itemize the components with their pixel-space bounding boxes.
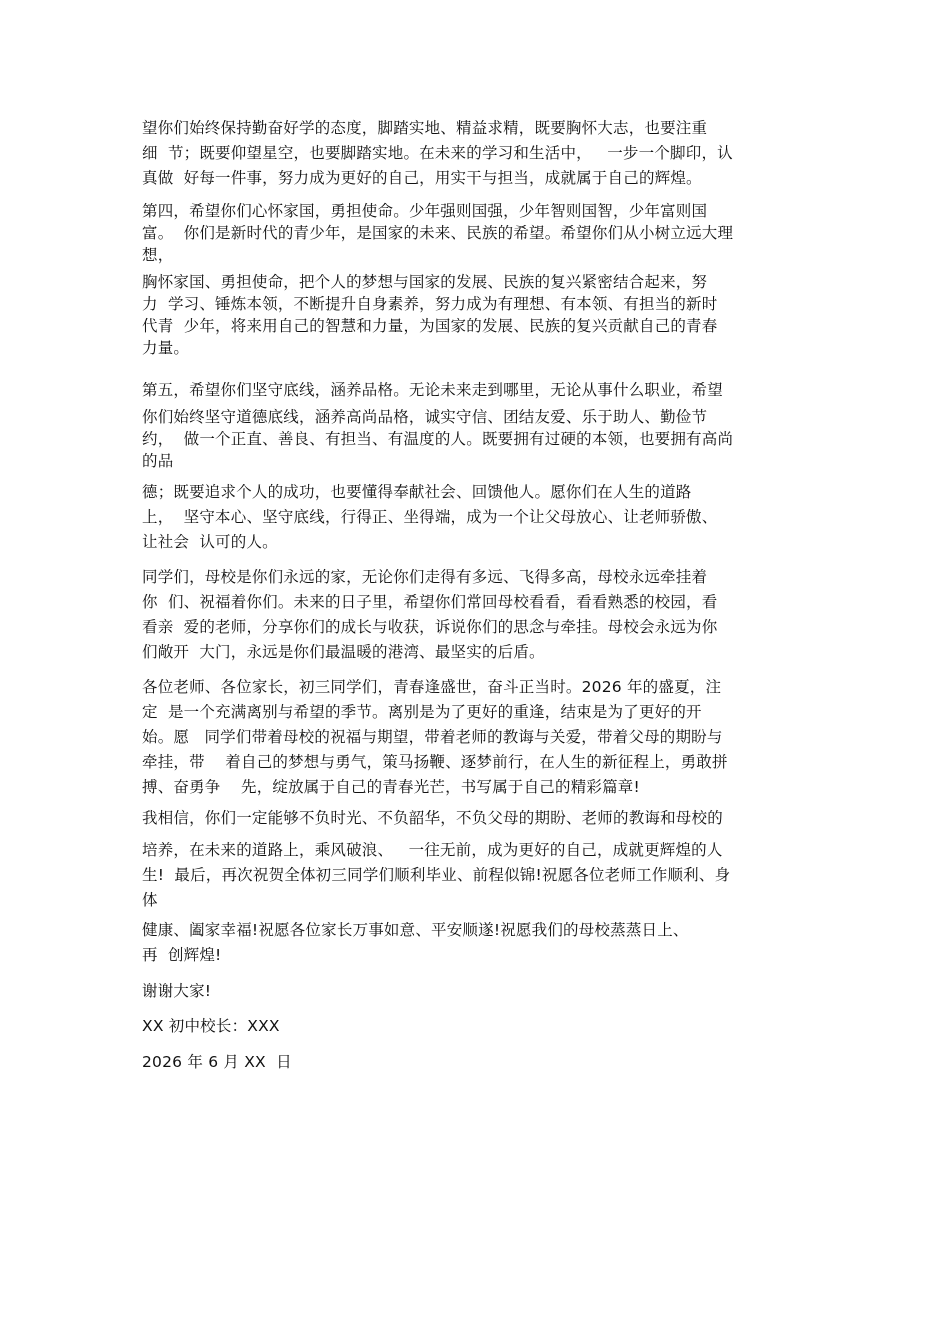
text-line: 富。 你们是新时代的青少年，是国家的未来、民族的希望。希望你们从小树立远大理 (142, 224, 734, 242)
signature-text: XX 初中校长：XXX (142, 1017, 280, 1035)
text-line: 细 节；既要仰望星空，也要脚踏实地。在未来的学习和生活中， 一步一个脚印，认 (142, 144, 733, 162)
text-line: 想， (142, 246, 174, 264)
text-line: 让社会 认可的人。 (142, 533, 278, 551)
text-line: 上， 坚守本心、坚守底线，行得正、坐得端，成为一个让父母放心、让老师骄傲、 (142, 508, 718, 526)
text-line: 培养，在未来的道路上，乘风破浪、 一往无前，成为更好的自己，成就更辉煌的人 (142, 841, 723, 859)
text-line: 始。愿 同学们带着母校的祝福与期望，带着老师的教诲与关爱，带着父母的期盼与 (142, 728, 723, 746)
text-line: 力 学习、锤炼本领，不断提升自身素养，努力成为有理想、有本领、有担当的新时 (142, 295, 718, 313)
text-line: 第五，希望你们坚守底线，涵养品格。无论未来走到哪里，无论从事什么职业，希望 (142, 381, 723, 399)
paragraph-alma-mater (142, 565, 822, 665)
paragraph-study-attitude (142, 116, 822, 191)
text-line: 我相信，你们一定能够不负时光、不负韶华，不负父母的期盼、老师的教诲和母校的 (142, 809, 723, 827)
text-line: 胸怀家国、勇担使命，把个人的梦想与国家的发展、民族的复兴紧密结合起来，努 (142, 273, 708, 291)
text-line: 你们始终坚守道德底线，涵养高尚品格，诚实守信、团结友爱、乐于助人、勤俭节 (142, 408, 708, 426)
text-line: 真做 好每一件事，努力成为更好的自己，用实干与担当，成就属于自己的辉煌。 (142, 169, 702, 187)
text-line: 第四，希望你们心怀家国，勇担使命。少年强则国强，少年智则国智，少年富则国 (142, 202, 708, 220)
text-line: 看亲 爱的老师，分享你们的成长与收获，诉说你们的思念与牵挂。母校会永远为你 (142, 618, 718, 636)
text-line: 再 创辉煌! (142, 946, 222, 964)
paragraph-blessings (142, 838, 822, 913)
paragraph-patriotism (142, 271, 822, 359)
text-line: 德；既要追求个人的成功，也要懂得奉献社会、回馈他人。愿你们在人生的道路 (142, 483, 692, 501)
text-line: 们敞开 大门，永远是你们最温暖的港湾、最坚实的后盾。 (142, 643, 545, 661)
paragraph-belief (142, 806, 822, 831)
text-line: 各位老师、各位家长，初三同学们，青春逢盛世，奋斗正当时。2026 年的盛夏，注 (142, 678, 722, 696)
text-line: 体 (142, 891, 158, 909)
closing-thanks (142, 980, 822, 1002)
speech-date (142, 1051, 822, 1073)
paragraph-fourth-hope (142, 200, 822, 266)
text-line: 约， 做一个正直、善良、有担当、有温度的人。既要拥有过硬的本领，也要拥有高尚 (142, 430, 734, 448)
text-line: 力量。 (142, 339, 190, 357)
text-line: 的品 (142, 452, 174, 470)
signature (142, 1015, 822, 1037)
paragraph-character (142, 480, 822, 555)
paragraph-farewell (142, 675, 822, 800)
text-line: 定 是一个充满离别与希望的季节。离别是为了更好的重逢，结束是为了更好的开 (142, 703, 702, 721)
closing-text: 谢谢大家! (142, 982, 212, 1000)
text-line: 搏、奋勇争 先，绽放属于自己的青春光芒，书写属于自己的精彩篇章! (142, 778, 640, 796)
text-line: 生! 最后，再次祝贺全体初三同学们顺利毕业、前程似锦!祝愿各位老师工作顺利、身 (142, 866, 731, 884)
text-line: 你 们、祝福着你们。未来的日子里，希望你们常回母校看看，看看熟悉的校园，看 (142, 593, 718, 611)
text-line: 牵挂，带 着自己的梦想与勇气，策马扬鞭、逐梦前行，在人生的新征程上，勇敢拼 (142, 753, 728, 771)
text-line: 望你们始终保持勤奋好学的态度，脚踏实地、精益求精，既要胸怀大志，也要注重 (142, 119, 708, 137)
text-line: 同学们，母校是你们永远的家，无论你们走得有多远、飞得多高，母校永远牵挂着 (142, 568, 708, 586)
paragraph-school-wishes (142, 918, 822, 968)
date-text: 2026 年 6 月 XX 日 (142, 1053, 292, 1071)
paragraph-fifth-hope (142, 378, 822, 403)
text-line: 代青 少年，将来用自己的智慧和力量，为国家的发展、民族的复兴贡献自己的青春 (142, 317, 718, 335)
paragraph-moral-bottom-line (142, 406, 822, 472)
text-line: 健康、阖家幸福!祝愿各位家长万事如意、平安顺遂!祝愿我们的母校蒸蒸日上、 (142, 921, 689, 939)
